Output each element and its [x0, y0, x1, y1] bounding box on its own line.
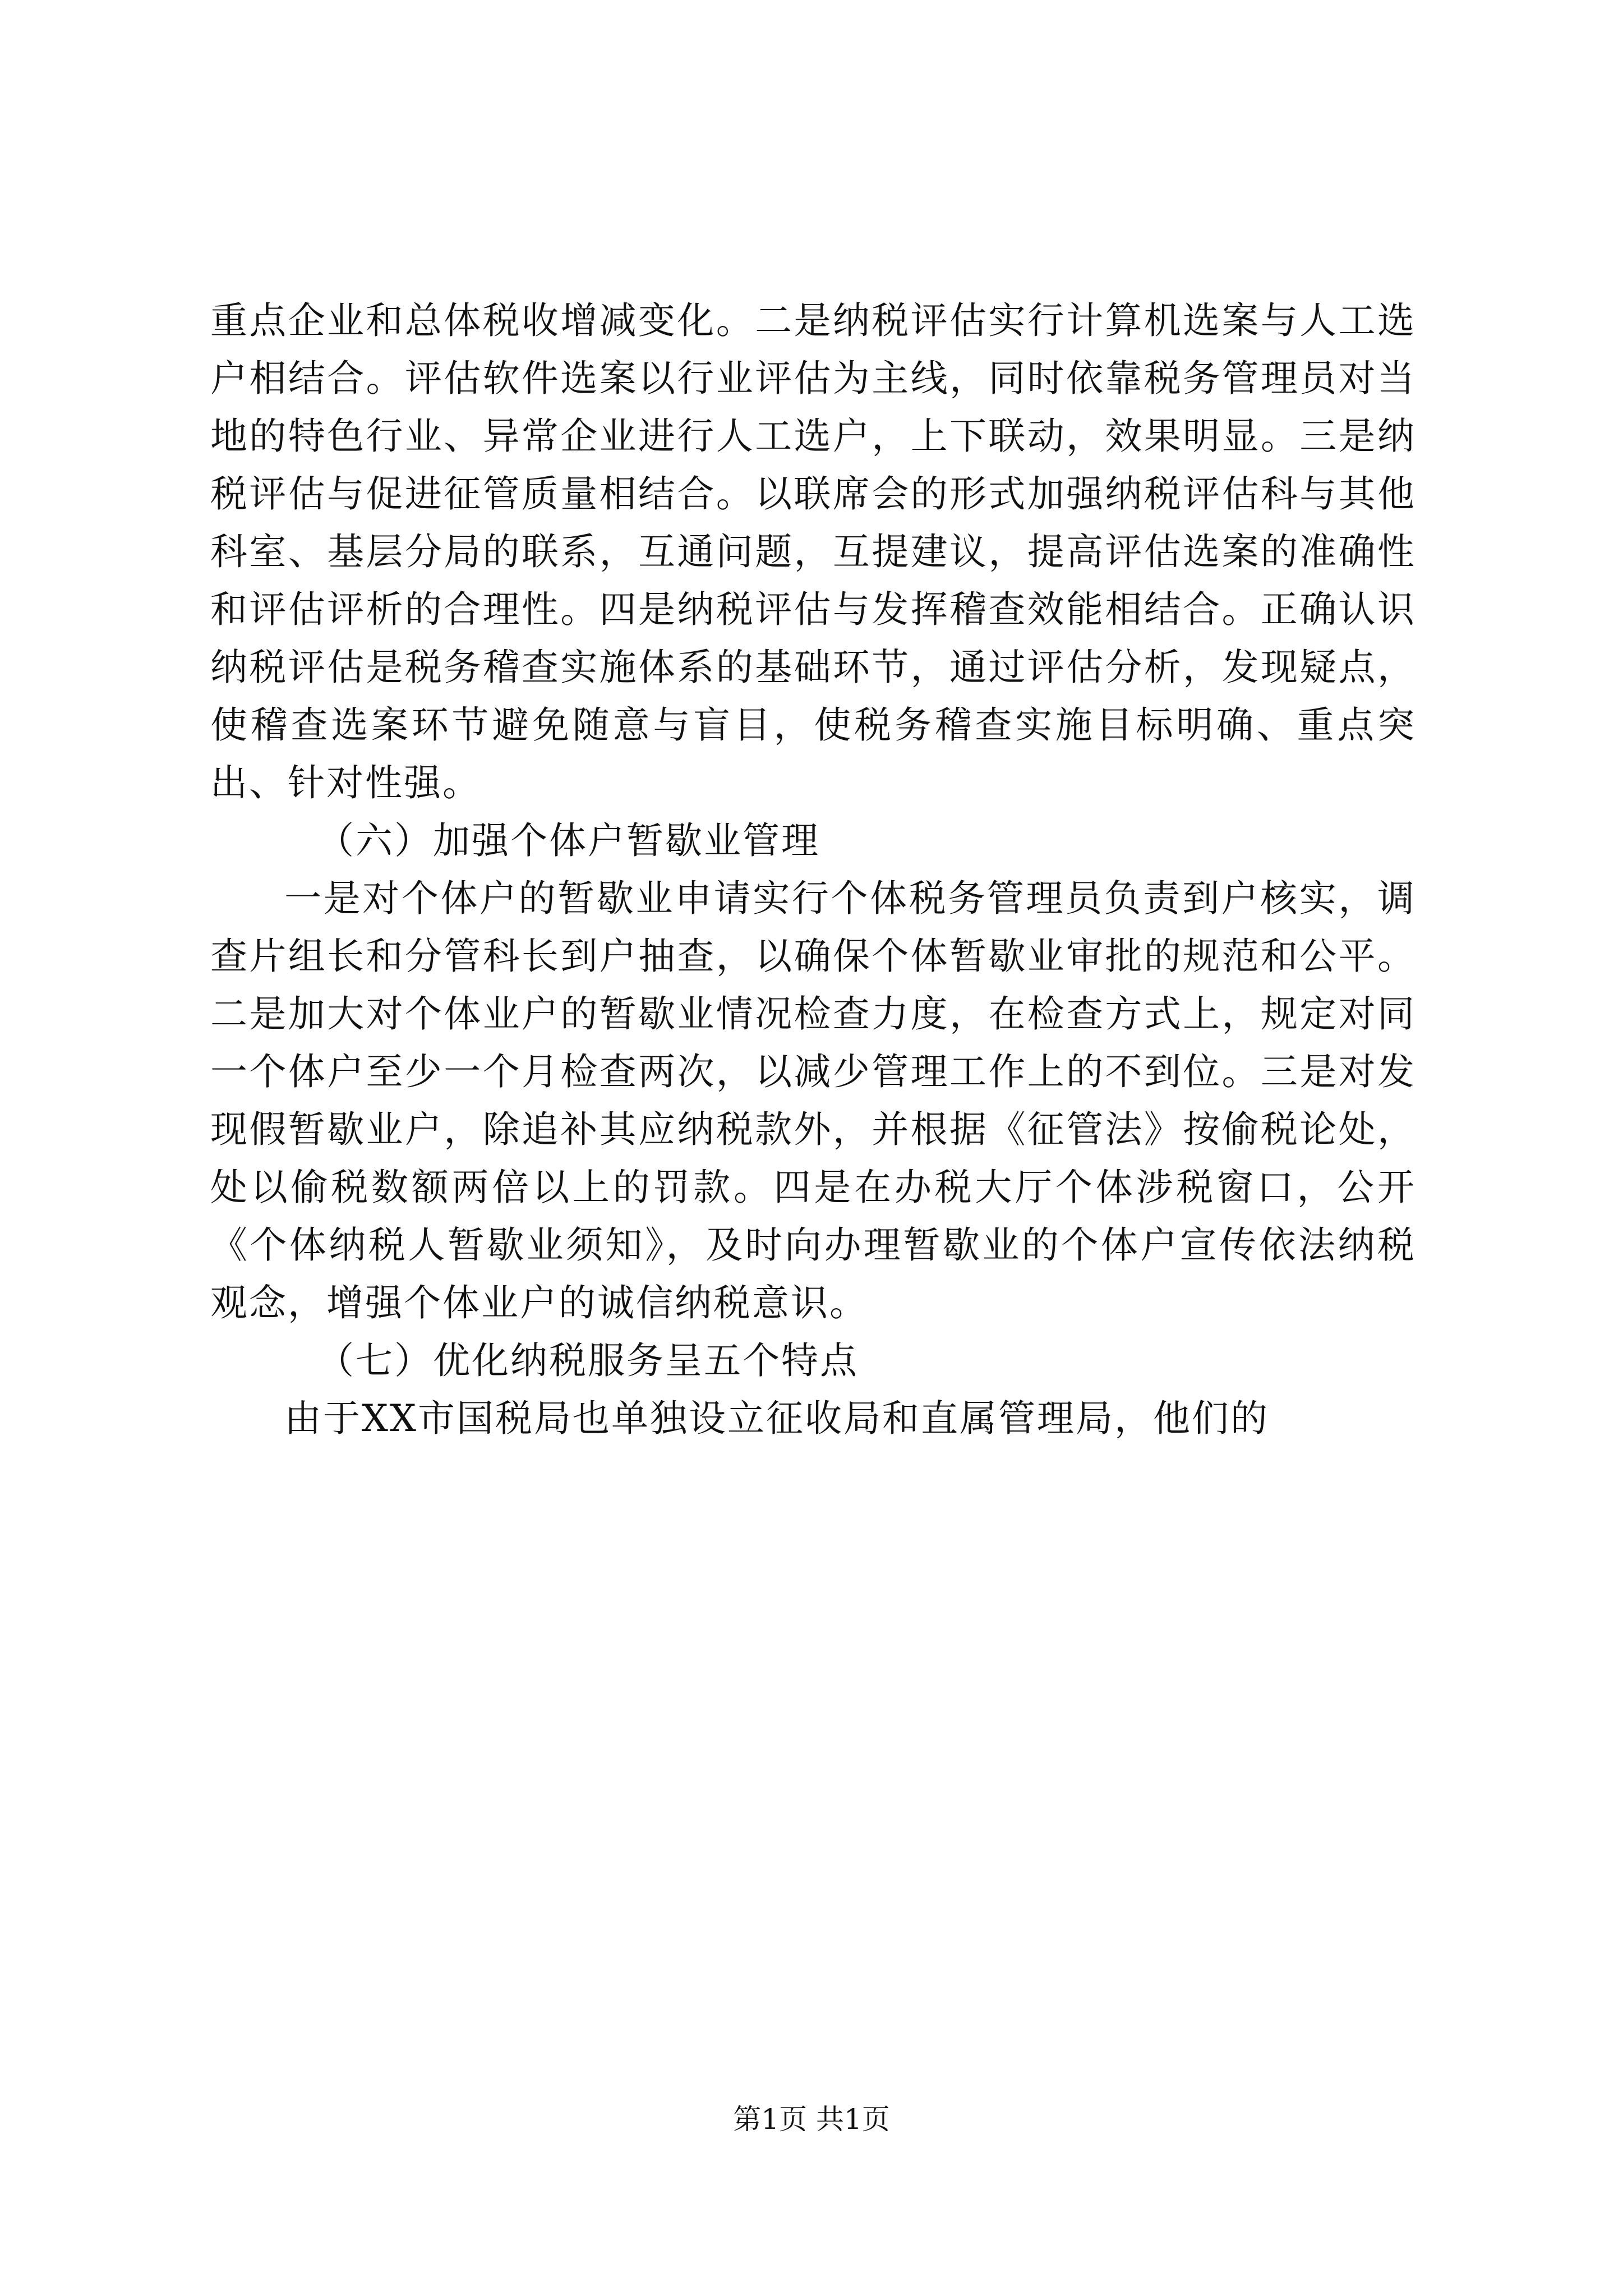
section-heading-6: （六）加强个体户暂歇业管理: [317, 819, 820, 862]
page-footer: 第1页 共1页: [733, 2103, 890, 2136]
document-body: [210, 292, 1416, 1447]
section-heading-7: （七）优化纳税服务呈五个特点: [317, 1339, 859, 1382]
paragraph-service: 由于XX市国税局也单独设立征收局和直属管理局，他们的: [284, 1397, 1269, 1440]
paragraph-individual-suspension: 一是对个体户的暂歇业申请实行个体税务管理员负责到户核实，调查片组长和分管科长到户抽查，以确保个体暂歇业审批的规范和公平。二是加大对个体业户的暂歇业情况检查力度，在检查方式上，规定对同一个体户至少一个月检查两次，以减少管理工作上的不到位。三是对发现假暂歇业户，除追补其应纳税款外，并根据《征管法》按偷税论处，处以偷税数额两倍以上的罚款。四是在办税大厅个体涉税窗口，公开《个体纳税人暂歇业须知》，及时向办理暂歇业的个体户宣传依法纳税观念，增强个体业户的诚信纳税意识。: [210, 877, 1416, 1324]
paragraph-evaluation: 重点企业和总体税收增减变化。二是纳税评估实行计算机选案与人工选户相结合。评估软件选案以行业评估为主线，同时依靠税务管理员对当地的特色行业、异常企业进行人工选户，上下联动，效果明显。三是纳税评估与促进征管质量相结合。以联席会的形式加强纳税评估科与其他科室、基层分局的联系，互通问题，互提建议，提高评估选案的准确性和评估评析的合理性。四是纳税评估与发挥稽查效能相结合。正确认识纳税评估是税务稽查实施体系的基础环节，通过评估分析，发现疑点，使稽查选案环节避免随意与盲目，使税务稽查实施目标明确、重点突出、针对性强。: [210, 299, 1416, 804]
